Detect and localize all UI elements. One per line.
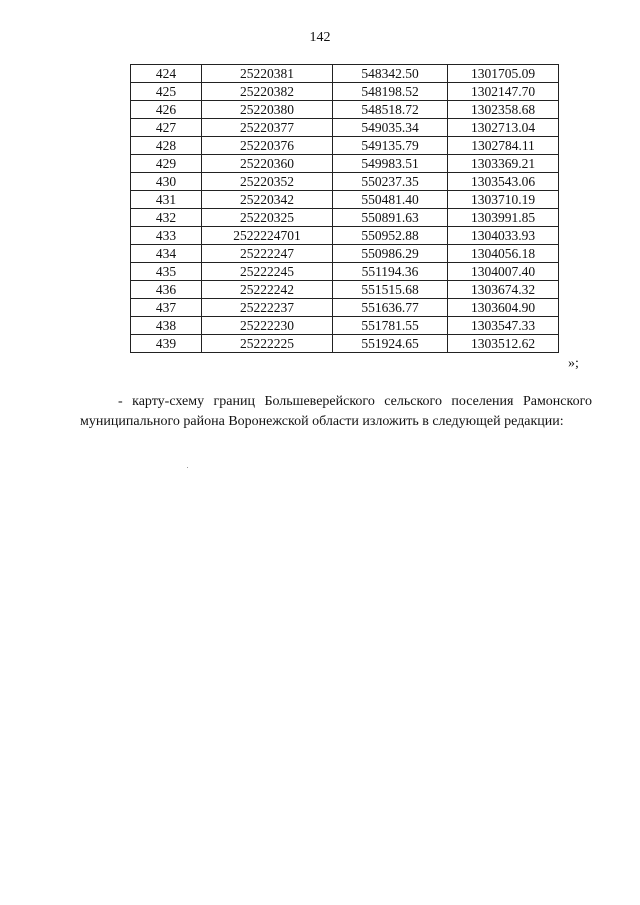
point-number-cell: 437 — [131, 299, 202, 317]
table-row — [131, 209, 559, 227]
table-row — [131, 335, 559, 353]
point-id-cell: 25220352 — [202, 173, 333, 191]
point-id-cell: 25222242 — [202, 281, 333, 299]
amendment-paragraph — [80, 392, 592, 431]
x-coordinate-cell: 548198.52 — [333, 83, 448, 101]
scan-dot — [187, 467, 188, 468]
y-coordinate-cell: 1301705.09 — [448, 65, 559, 83]
table-row — [131, 299, 559, 317]
point-id-cell: 25222230 — [202, 317, 333, 335]
y-coordinate-cell: 1303512.62 — [448, 335, 559, 353]
point-number-cell: 427 — [131, 119, 202, 137]
point-id-cell: 25220342 — [202, 191, 333, 209]
x-coordinate-cell: 550481.40 — [333, 191, 448, 209]
point-id-cell: 25220376 — [202, 137, 333, 155]
table-row — [131, 263, 559, 281]
y-coordinate-cell: 1303604.90 — [448, 299, 559, 317]
point-id-cell: 25222237 — [202, 299, 333, 317]
x-coordinate-cell: 550986.29 — [333, 245, 448, 263]
point-id-cell: 2522224701 — [202, 227, 333, 245]
point-number-cell: 426 — [131, 101, 202, 119]
point-number-cell: 428 — [131, 137, 202, 155]
point-number-cell: 425 — [131, 83, 202, 101]
x-coordinate-cell: 550237.35 — [333, 173, 448, 191]
point-number-cell: 438 — [131, 317, 202, 335]
y-coordinate-cell: 1304007.40 — [448, 263, 559, 281]
y-coordinate-cell: 1302147.70 — [448, 83, 559, 101]
x-coordinate-cell: 549983.51 — [333, 155, 448, 173]
x-coordinate-cell: 551194.36 — [333, 263, 448, 281]
point-number-cell: 424 — [131, 65, 202, 83]
x-coordinate-cell: 548518.72 — [333, 101, 448, 119]
x-coordinate-cell: 551636.77 — [333, 299, 448, 317]
table-row — [131, 173, 559, 191]
point-id-cell: 25220382 — [202, 83, 333, 101]
coordinates-table — [130, 64, 559, 353]
y-coordinate-cell: 1304056.18 — [448, 245, 559, 263]
y-coordinate-cell: 1302358.68 — [448, 101, 559, 119]
point-number-cell: 432 — [131, 209, 202, 227]
point-id-cell: 25220381 — [202, 65, 333, 83]
y-coordinate-cell: 1303710.19 — [448, 191, 559, 209]
y-coordinate-cell: 1304033.93 — [448, 227, 559, 245]
point-id-cell: 25220377 — [202, 119, 333, 137]
x-coordinate-cell: 549135.79 — [333, 137, 448, 155]
y-coordinate-cell: 1303543.06 — [448, 173, 559, 191]
x-coordinate-cell: 551924.65 — [333, 335, 448, 353]
point-number-cell: 439 — [131, 335, 202, 353]
point-id-cell: 25220360 — [202, 155, 333, 173]
x-coordinate-cell: 549035.34 — [333, 119, 448, 137]
x-coordinate-cell: 550952.88 — [333, 227, 448, 245]
closing-quote: »; — [568, 356, 579, 371]
table-row — [131, 281, 559, 299]
x-coordinate-cell: 551515.68 — [333, 281, 448, 299]
table-row — [131, 83, 559, 101]
point-number-cell: 431 — [131, 191, 202, 209]
y-coordinate-cell: 1303674.32 — [448, 281, 559, 299]
point-id-cell: 25220325 — [202, 209, 333, 227]
x-coordinate-cell: 550891.63 — [333, 209, 448, 227]
point-number-cell: 433 — [131, 227, 202, 245]
point-id-cell: 25222245 — [202, 263, 333, 281]
table-row — [131, 65, 559, 83]
table-row — [131, 191, 559, 209]
point-number-cell: 429 — [131, 155, 202, 173]
table-row — [131, 155, 559, 173]
point-number-cell: 436 — [131, 281, 202, 299]
y-coordinate-cell: 1303369.21 — [448, 155, 559, 173]
table-row — [131, 137, 559, 155]
y-coordinate-cell: 1302713.04 — [448, 119, 559, 137]
point-number-cell: 435 — [131, 263, 202, 281]
point-id-cell: 25222247 — [202, 245, 333, 263]
coordinates-table-body — [131, 65, 559, 353]
x-coordinate-cell: 548342.50 — [333, 65, 448, 83]
point-id-cell: 25222225 — [202, 335, 333, 353]
table-row — [131, 245, 559, 263]
y-coordinate-cell: 1303991.85 — [448, 209, 559, 227]
y-coordinate-cell: 1303547.33 — [448, 317, 559, 335]
table-row — [131, 101, 559, 119]
table-row — [131, 119, 559, 137]
point-id-cell: 25220380 — [202, 101, 333, 119]
point-number-cell: 430 — [131, 173, 202, 191]
amendment-paragraph-text: - карту-схему границ Большеверейского сельского поселения Рамонского муниципального района Воронежской области изложить в следующей редакции: — [80, 394, 592, 429]
page-number: 142 — [309, 30, 331, 45]
table-row — [131, 227, 559, 245]
point-number-cell: 434 — [131, 245, 202, 263]
table-row — [131, 317, 559, 335]
y-coordinate-cell: 1302784.11 — [448, 137, 559, 155]
x-coordinate-cell: 551781.55 — [333, 317, 448, 335]
